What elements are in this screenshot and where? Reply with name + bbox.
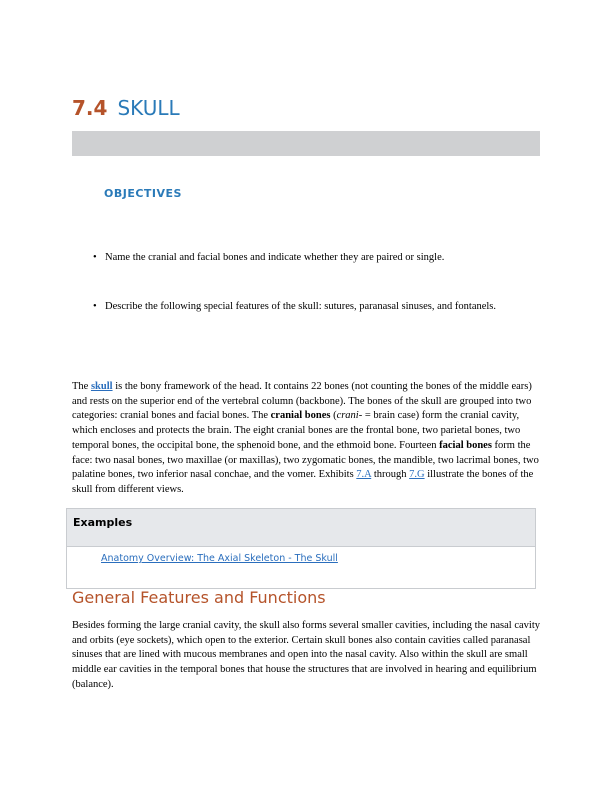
bullet-icon: • <box>93 301 97 312</box>
skull-link[interactable]: skull <box>90 381 113 392</box>
general-features-heading: General Features and Functions <box>72 588 326 607</box>
facial-bones-term: facial bones <box>439 439 492 451</box>
examples-box <box>66 508 536 589</box>
skull-overview-link[interactable]: Anatomy Overview: The Axial Skeleton - The Skull <box>101 553 338 564</box>
cranial-bones-term: cranial bones <box>270 410 331 422</box>
intro-text: = brain case) form the cranial cavity, which encloses and protects the brain. The eight cranial bones are the frontal bone, two parietal bones, two temporal bones, the occipital bone, the sphenoid bone, and the ethmoid bone. Fourteen <box>72 410 521 451</box>
intro-paragraph <box>72 380 542 498</box>
intro-text: The <box>72 381 91 392</box>
examples-header <box>67 509 535 547</box>
objective-item <box>93 300 496 314</box>
examples-heading: Examples <box>73 516 133 529</box>
objective-item <box>93 251 444 265</box>
general-paragraph: Besides forming the large cranial cavity, the skull also forms several smaller cavities, including the nasal cavity and orbits (eye sockets), which open to the exterior. Certain skull bones also contain cavities called paranasal sinuses that are lined with mucous membranes and open into the nasal cavity. Also within the skull are small middle ear cavities in the temporal bones that house the structures that are involved in hearing and equilibrium (balance). <box>72 620 540 690</box>
section-number: 7.4 <box>72 96 108 120</box>
bullet-icon: • <box>93 252 97 263</box>
objective-text: Name the cranial and facial bones and indicate whether they are paired or single. <box>105 252 445 263</box>
intro-text: is the bony framework of the head. It contains 22 bones (not counting the bones of the middle ears) and rests on the superior end of the vertebral column (backbone). The bones of the skull are grouped into two categories: cranial bones and facial bones. The <box>72 381 532 422</box>
intro-text: form the face: two nasal bones, two maxillae (or maxillas), two zygomatic bones, the mandible, two lacrimal bones, two palatine bones, two inferior nasal conchae, and the vomer. Exhibits <box>72 439 539 481</box>
intro-text: ( <box>330 410 337 422</box>
header-bar <box>72 131 540 156</box>
crani-term: crani- <box>336 410 363 422</box>
intro-text: illustrate the bones of the skull from different views. <box>72 469 534 495</box>
intro-text: through <box>371 469 410 481</box>
objectives-heading: OBJECTIVES <box>104 187 182 200</box>
exhibit-7a-link[interactable]: 7.A <box>356 469 372 481</box>
section-name: SKULL <box>117 96 180 120</box>
objective-text: Describe the following special features of the skull: sutures, paranasal sinuses, and fontanels. <box>105 301 497 312</box>
section-title <box>72 96 180 120</box>
exhibit-7g-link[interactable]: 7.G <box>409 469 425 481</box>
